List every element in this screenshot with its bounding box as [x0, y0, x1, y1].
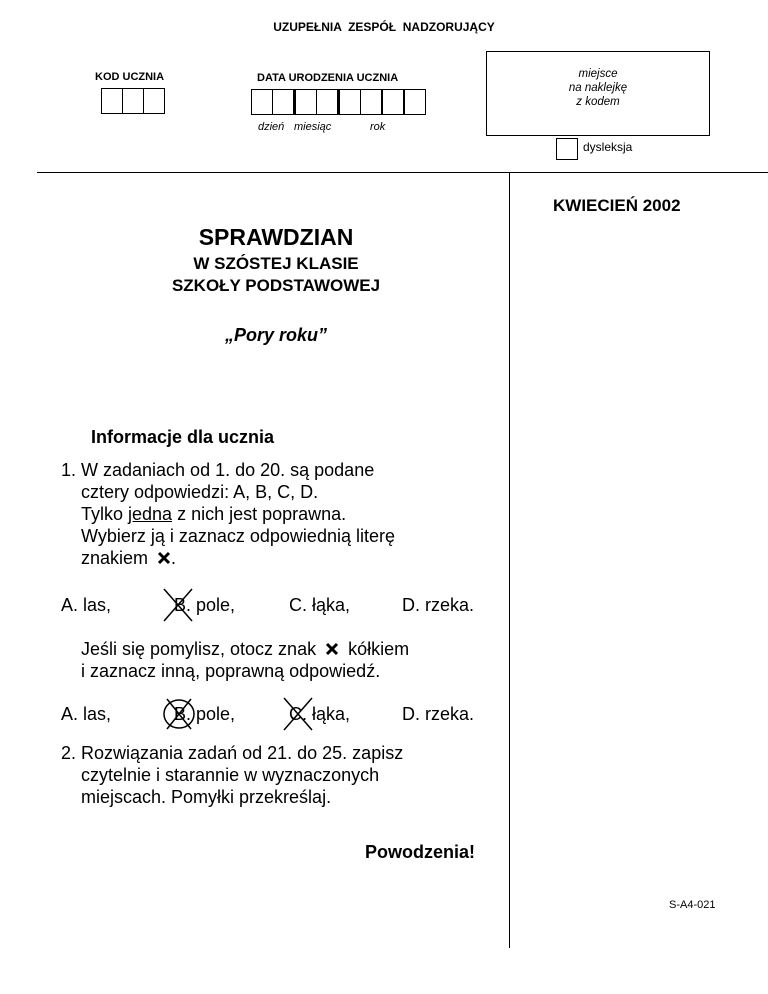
month-label: miesiąc	[294, 121, 332, 133]
cross-mark-icon	[281, 696, 315, 732]
exam-title-line3: SZKOŁY PODSTAWOWEJ	[171, 276, 381, 295]
instruction-2	[61, 742, 501, 808]
mistake-line1-a: Jeśli się pomylisz, otocz znak	[81, 639, 317, 659]
circled-cross-mark-icon	[160, 696, 198, 732]
sticker-text-line2: na naklejkę	[568, 82, 628, 94]
code-box[interactable]	[122, 88, 144, 114]
student-code-label: KOD UCZNIA	[95, 71, 165, 83]
instruction-1-only-one: jedna	[128, 504, 173, 524]
mistake-line1-b: kółkiem	[348, 639, 410, 659]
instruction-1-line1: W zadaniach od 1. do 20. są podane	[81, 460, 375, 480]
x-mark-icon	[325, 639, 339, 653]
dyslexia-label: dysleksja	[583, 140, 633, 154]
date-box[interactable]	[316, 89, 338, 115]
exam-date: KWIECIEŃ 2002	[553, 196, 681, 215]
example2-option-c[interactable]: C. łąka,	[289, 704, 351, 724]
date-separator	[293, 89, 296, 115]
instruction-1-line5-a: znakiem	[81, 548, 149, 568]
example2-option-b[interactable]: B. pole,	[174, 704, 236, 724]
instruction-1-line3	[81, 503, 501, 525]
date-box[interactable]	[404, 89, 426, 115]
example2-option-d[interactable]: D. rzeka.	[402, 704, 475, 724]
mistake-line1	[81, 638, 501, 660]
info-heading: Informacje dla ucznia	[91, 427, 275, 447]
day-label: dzień	[258, 121, 285, 133]
date-box[interactable]	[295, 89, 317, 115]
horizontal-divider	[37, 172, 768, 173]
example1-option-a[interactable]: A. las,	[61, 595, 112, 615]
date-box[interactable]	[382, 89, 404, 115]
x-mark-icon	[157, 548, 171, 562]
instruction-2-number: 2.	[61, 743, 77, 763]
date-box[interactable]	[251, 89, 273, 115]
instruction-2-line2: czytelnie i starannie w wyznaczonych	[81, 765, 380, 785]
instruction-1-line5	[81, 547, 501, 569]
date-box[interactable]	[272, 89, 294, 115]
exam-title-line2: W SZÓSTEJ KLASIE	[193, 254, 359, 273]
cross-mark-icon	[161, 587, 195, 623]
example1-option-d[interactable]: D. rzeka.	[402, 595, 475, 615]
exam-title: SPRAWDZIAN	[198, 224, 354, 250]
year-label: rok	[370, 121, 386, 133]
sticker-area[interactable]	[486, 51, 710, 136]
date-separator	[337, 89, 340, 115]
instruction-2-line3: miejscach. Pomyłki przekreślaj.	[81, 787, 332, 807]
sticker-text-line1: miejsce	[578, 68, 618, 80]
document-code: S-A4-021	[669, 899, 716, 911]
dyslexia-checkbox[interactable]	[556, 138, 578, 160]
example2-option-a[interactable]: A. las,	[61, 704, 112, 724]
supervisor-header: UZUPEŁNIA ZESPÓŁ NADZORUJĄCY	[273, 20, 495, 34]
birthdate-label: DATA URODZENIA UCZNIA	[257, 72, 399, 84]
mistake-line2: i zaznacz inną, poprawną odpowiedź.	[81, 661, 381, 681]
instruction-1	[61, 459, 501, 569]
example1-option-b[interactable]: B. pole,	[174, 595, 236, 615]
instruction-1-line3-a: Tylko	[81, 504, 129, 524]
instruction-1-number: 1.	[61, 460, 77, 480]
mistake-instruction	[81, 638, 501, 682]
instruction-1-line2: cztery odpowiedzi: A, B, C, D.	[81, 482, 319, 502]
instruction-1-line3-c: z nich jest poprawna.	[172, 504, 347, 524]
code-box[interactable]	[101, 88, 123, 114]
closing-text: Powodzenia!	[365, 842, 476, 862]
code-box[interactable]	[143, 88, 165, 114]
date-box[interactable]	[360, 89, 382, 115]
instruction-1-line4: Wybierz ją i zaznacz odpowiednią literę	[81, 526, 395, 546]
example1-option-c[interactable]: C. łąka,	[289, 595, 351, 615]
sticker-text-line3: z kodem	[576, 96, 620, 108]
instruction-1-line5-b: .	[171, 548, 177, 568]
instruction-2-line1: Rozwiązania zadań od 21. do 25. zapisz	[81, 743, 404, 763]
exam-subtitle: „Pory roku”	[224, 325, 328, 345]
date-box[interactable]	[339, 89, 361, 115]
